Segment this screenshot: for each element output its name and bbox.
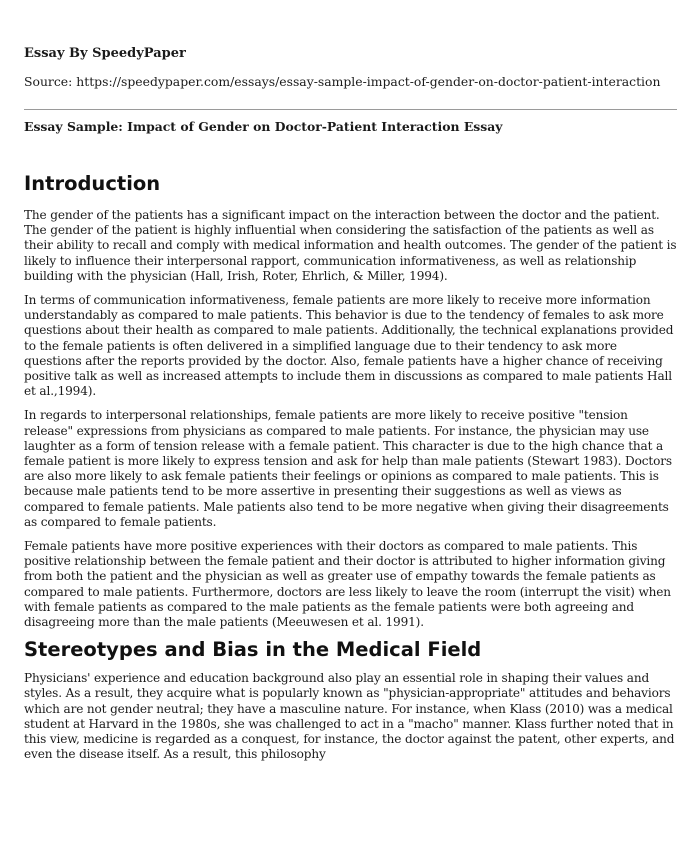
section-heading-introduction: Introduction [24, 172, 161, 195]
source-url: Source: https://speedypaper.com/essays/essay-sample-impact-of-gender-on-doctor-patient-interaction [24, 74, 661, 89]
paragraph: Physicians' experience and education background also play an essential role in shaping their values and styles. As a result, they acquire what is popularly known as "physician-appropriate" attitudes and behaviors which are not gender neutral; they have a masculine nature. For instance, when Klass (2010) was a medical student at Harvard in the 1980s, she was challenged to act in a "macho" manner. Klass further noted that in this view, medicine is regarded as a conquest, for instance, the doctor against the patent, other experts, and even the disease itself. As a result, this philosophy [24, 671, 675, 762]
essay-title: Essay Sample: Impact of Gender on Doctor-Patient Interaction Essay [24, 119, 503, 134]
paragraph: Female patients have more positive experiences with their doctors as compared to male patients. This positive relationship between the female patient and their doctor is attributed to higher information giving from both the patient and the physician as well as greater use of empathy towards the female patients as compared to male patients. Furthermore, doctors are less likely to leave the room (interrupt the visit) when with female patients as compared to the male patients as the female patients were both agreeing and disagreeing more than the male patients (Meeuwesen et al. 1991). [24, 539, 671, 630]
document-page [24, 0, 677, 763]
section-heading-stereotypes: Stereotypes and Bias in the Medical Field [24, 638, 482, 662]
paragraph: In regards to interpersonal relationships, female patients are more likely to receive positive "tension release" expressions from physicians as compared to male patients. For instance, the physician may use laughter as a form of tension release with a female patient. This character is due to the high chance that a female patient is more likely to express tension and ask for help than male patients (Stewart 1983). Doctors are also more likely to ask female patients their feelings or opinions as compared to male patients. This is because male patients tend to be more assertive in presenting their suggestions as well as views as compared to female patients. Male patients also tend to be more negative when giving their disagreements as compared to female patients. [24, 408, 672, 529]
paragraph: In terms of communication informativeness, female patients are more likely to receive more information understandably as compared to male patients. This behavior is due to the tendency of females to ask more questions about their health as compared to male patients. Additionally, the technical explanations provided to the female patients is often delivered in a simplified language due to their tendency to ask more questions after the reports provided by the doctor. Also, female patients have a higher chance of receiving positive talk as well as increased attempts to include them in discussions as compared to male patients Hall et al.,1994). [24, 293, 674, 399]
document-brand: Essay By SpeedyPaper [24, 46, 186, 61]
paragraph: The gender of the patients has a significant impact on the interaction between the doctor and the patient. The gender of the patient is highly influential when considering the satisfaction of the patients as well as their ability to recall and comply with medical information and health outcomes. The gender of the patient is likely to influence their interpersonal rapport, communication informativeness, as well as relationship building with the physician (Hall, Irish, Roter, Ehrlich, & Miller, 1994). [24, 208, 677, 283]
divider [24, 109, 677, 110]
